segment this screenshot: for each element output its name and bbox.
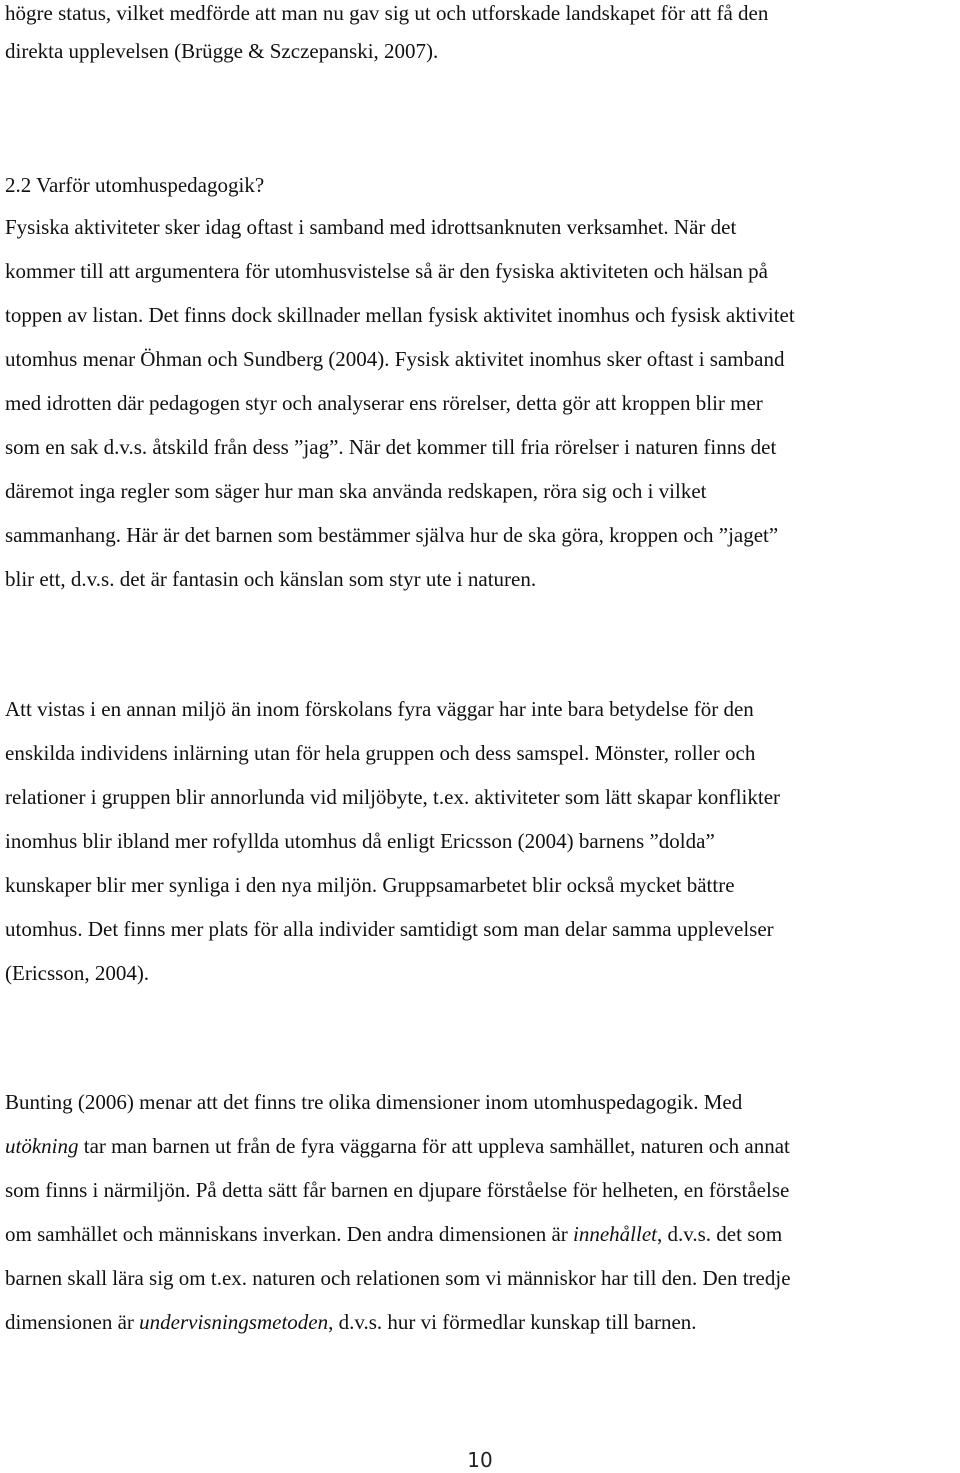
- paragraph-1-line-4: utomhus menar Öhman och Sundberg (2004). Fysisk aktivitet inomhus sker oftast i samband: [5, 347, 785, 371]
- paragraph-3-line-1: Bunting (2006) menar att det finns tre olika dimensioner inom utomhuspedagogik. Med: [5, 1090, 743, 1114]
- intro-line-2: direkta upplevelsen (Brügge & Szczepanski, 2007).: [5, 39, 439, 63]
- paragraph-3-line-3: som finns i närmiljön. På detta sätt får barnen en djupare förståelse för helheten, en förståelse: [5, 1178, 790, 1202]
- page-number: 10: [467, 1448, 493, 1472]
- paragraph-3-line-6-pre: dimensionen är: [5, 1310, 140, 1334]
- paragraph-2-line-3: relationer i gruppen blir annorlunda vid miljöbyte, t.ex. aktiviteter som lätt skapar konflikter: [5, 785, 781, 809]
- paragraph-2-line-5: kunskaper blir mer synliga i den nya miljön. Gruppsamarbetet blir också mycket bättre: [5, 873, 735, 897]
- paragraph-2-line-7: (Ericsson, 2004).: [5, 961, 150, 985]
- paragraph-3-line-5: barnen skall lära sig om t.ex. naturen och relationen som vi människor har till den. Den tredje: [5, 1266, 791, 1290]
- paragraph-2-line-2: enskilda individens inlärning utan för hela gruppen och dess samspel. Mönster, roller och: [5, 741, 756, 765]
- paragraph-2-line-4: inomhus blir ibland mer rofyllda utomhus då enligt Ericsson (2004) barnens ”dolda”: [5, 829, 715, 853]
- paragraph-1-line-5: med idrotten där pedagogen styr och analyserar ens rörelser, detta gör att kroppen blir mer: [5, 391, 763, 415]
- paragraph-1-line-7: däremot inga regler som säger hur man ska använda redskapen, röra sig och i vilket: [5, 479, 707, 503]
- intro-line-1: högre status, vilket medförde att man nu gav sig ut och utforskade landskapet för att få den: [5, 1, 769, 25]
- paragraph-3-line-2: [5, 1133, 790, 1159]
- paragraph-1-line-1: Fysiska aktiviteter sker idag oftast i samband med idrottsanknuten verksamhet. När det: [5, 215, 737, 239]
- paragraph-1-line-2: kommer till att argumentera för utomhusvistelse så är den fysiska aktiviteten och hälsan på: [5, 259, 768, 283]
- paragraph-2-line-6: utomhus. Det finns mer plats för alla individer samtidigt som man delar samma upplevelser: [5, 917, 774, 941]
- paragraph-3-line-2-text: tar man barnen ut från de fyra väggarna för att uppleva samhället, naturen och annat: [78, 1134, 790, 1158]
- paragraph-3-line-6-post: , d.v.s. hur vi förmedlar kunskap till barnen.: [328, 1310, 697, 1334]
- paragraph-1-line-6: som en sak d.v.s. åtskild från dess ”jag”. När det kommer till fria rörelser i naturen finns det: [5, 435, 777, 459]
- paragraph-1-line-9: blir ett, d.v.s. det är fantasin och känslan som styr ute i naturen.: [5, 567, 537, 591]
- term-utokning: utökning: [5, 1134, 79, 1158]
- section-heading: 2.2 Varför utomhuspedagogik?: [5, 173, 265, 197]
- term-undervisningsmetoden: undervisningsmetoden: [139, 1310, 329, 1334]
- paragraph-1-line-8: sammanhang. Här är det barnen som bestämmer själva hur de ska göra, kroppen och ”jaget”: [5, 523, 779, 547]
- paragraph-3-line-4-post: , d.v.s. det som: [657, 1222, 783, 1246]
- paragraph-3-line-4: [5, 1221, 782, 1247]
- paragraph-1-line-3: toppen av listan. Det finns dock skillnader mellan fysisk aktivitet inomhus och fysisk aktivitet: [5, 303, 795, 327]
- paragraph-3-line-4-pre: om samhället och människans inverkan. Den andra dimensionen är: [5, 1222, 574, 1246]
- document-page: [5, 0, 960, 1473]
- term-innehallet: innehållet: [573, 1222, 657, 1246]
- paragraph-3-line-6: [5, 1309, 697, 1335]
- paragraph-2-line-1: Att vistas i en annan miljö än inom förskolans fyra väggar har inte bara betydelse för den: [5, 697, 754, 721]
